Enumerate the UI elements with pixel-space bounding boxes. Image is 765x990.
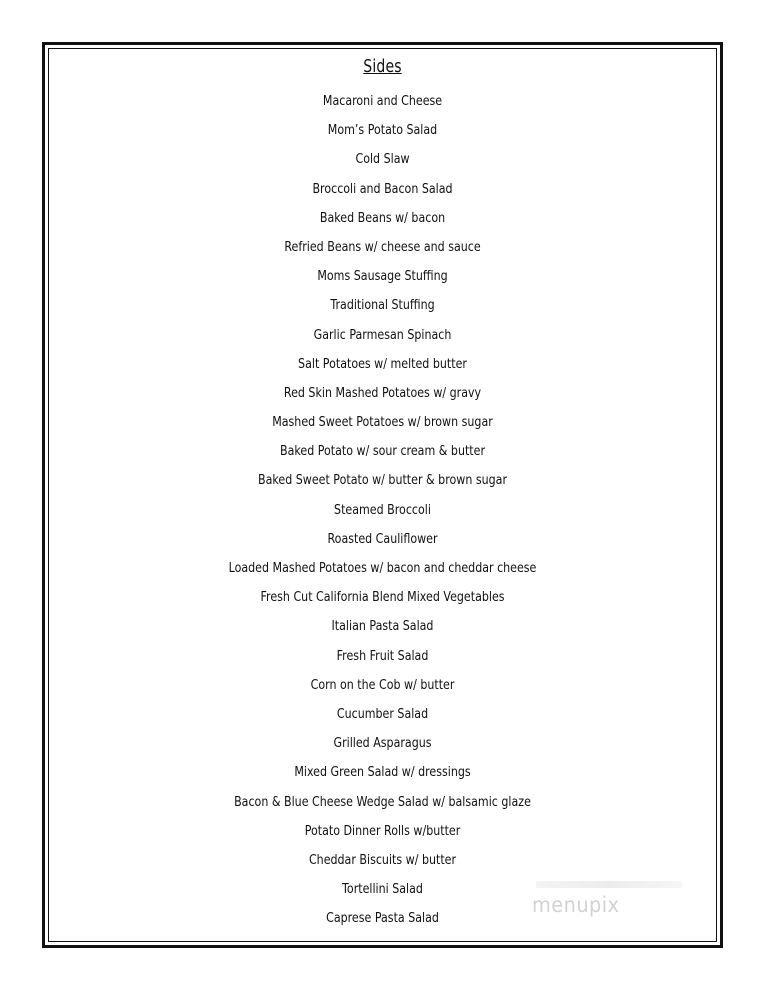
menu-item: Potato Dinner Rolls w/butter <box>304 822 461 839</box>
menu-item: Caprese Pasta Salad <box>326 910 439 927</box>
menu-item: Fresh Cut California Blend Mixed Vegetables <box>260 589 505 606</box>
menu-item: Tortellini Salad <box>342 881 423 898</box>
sides-list <box>0 91 765 937</box>
menu-item: Bacon & Blue Cheese Wedge Salad w/ balsamic glaze <box>234 793 531 810</box>
menu-item: Salt Potatoes w/ melted butter <box>298 355 467 372</box>
menu-item: Baked Potato w/ sour cream & butter <box>279 443 486 460</box>
menu-item: Cold Slaw <box>355 151 410 168</box>
menu-item: Baked Sweet Potato w/ butter & brown sugar <box>257 472 508 489</box>
watermark-bar <box>536 881 682 888</box>
menu-item: Cucumber Salad <box>336 705 429 722</box>
menu-item: Garlic Parmesan Spinach <box>313 326 452 343</box>
menu-item: Fresh Fruit Salad <box>336 647 429 664</box>
menu-item: Refried Beans w/ cheese and sauce <box>284 238 481 255</box>
menu-item: Red Skin Mashed Potatoes w/ gravy <box>283 384 482 401</box>
menu-item: Grilled Asparagus <box>333 735 432 752</box>
menu-item: Mixed Green Salad w/ dressings <box>294 764 471 781</box>
menu-item: Loaded Mashed Potatoes w/ bacon and cheddar cheese <box>228 560 537 576</box>
menu-item: Baked Beans w/ bacon <box>319 209 446 226</box>
menu-item: Moms Sausage Stuffing <box>317 268 448 285</box>
menu-item: Broccoli and Bacon Salad <box>312 180 453 197</box>
watermark-logo: menupix <box>532 893 620 917</box>
menu-item: Mashed Sweet Potatoes w/ brown sugar <box>272 414 493 431</box>
menu-item: Traditional Stuffing <box>330 297 435 314</box>
section-title: Sides <box>363 56 402 77</box>
menu-item: Steamed Broccoli <box>334 501 431 518</box>
menu-item: Macaroni and Cheese <box>322 93 443 109</box>
menu-item: Roasted Cauliflower <box>327 530 438 547</box>
menu-item: Cheddar Biscuits w/ butter <box>308 851 457 868</box>
menu-item: Italian Pasta Salad <box>331 618 434 635</box>
menu-item: Corn on the Cob w/ butter <box>310 676 455 693</box>
menu-item: Mom’s Potato Salad <box>327 122 438 139</box>
